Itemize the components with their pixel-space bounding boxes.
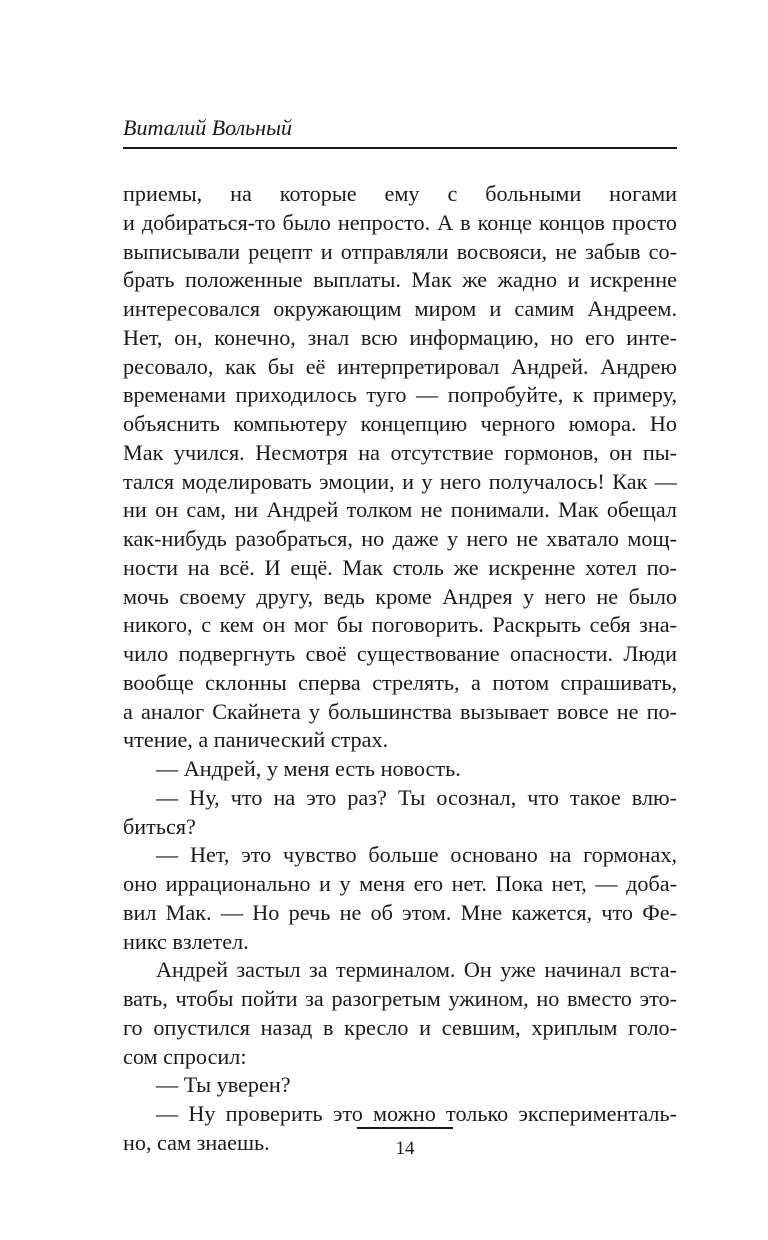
text-line: мочь своему другу, ведь кроме Андрея у него не было [123, 583, 677, 609]
dialogue-line: — Нет, это чувство больше основано на гормонах, [156, 842, 677, 868]
text-line: интересовался окружающим миром и самим Андреем. [123, 296, 677, 321]
page-body-text [123, 180, 677, 1158]
text-line: а аналог Скайнета у большинства вызывает вовсе не по- [123, 698, 677, 724]
text-line: сом спросил: [123, 1043, 247, 1069]
text-line: брать положенные выплаты. Мак же жадно и искренне [123, 267, 677, 293]
text-line: Нет, он, конечно, знал всю информацию, но его инте- [123, 324, 677, 350]
text-line: го опустился назад в кресло и севшим, хриплым голо- [123, 1014, 677, 1040]
text-line: вообще склонны сперва стрелять, а потом спрашивать, [123, 669, 677, 695]
text-line: оно иррационально и у меня его нет. Пока нет, — доба- [123, 871, 677, 896]
text-line: объяснить компьютеру концепцию черного юмора. Но [123, 411, 677, 436]
text-line: но, сам знаешь. [123, 1129, 270, 1155]
footer-rule [357, 1127, 453, 1129]
text-line: тался моделировать эмоции, и у него получалось! Как — [123, 468, 677, 494]
text-line: выписывали рецепт и отправляли восвояси, не забыв со- [123, 238, 677, 264]
text-line: биться? [123, 813, 196, 839]
text-line: чило подвергнуть своё существование опасности. Люди [123, 641, 677, 666]
page-number: 14 [395, 1138, 415, 1159]
text-line: ни он сам, ни Андрей толком не понимали. Мак обещал [123, 497, 677, 523]
text-line: приемы, на которые ему с больными ногами [123, 181, 677, 206]
dialogue-line: — Ну проверить это можно только эксперименталь- [156, 1101, 677, 1126]
text-line: никс взлетел. [123, 928, 249, 954]
text-line: никого, с кем он мог бы поговорить. Раскрыть себя зна- [123, 612, 677, 638]
text-line: вать, чтобы пойти за разогретым ужином, но вместо это- [123, 986, 677, 1011]
text-line: вил Мак. — Но речь не об этом. Мне кажется, что Фе- [123, 899, 677, 925]
text-line: чтение, а панический страх. [123, 727, 389, 753]
dialogue-line: — Андрей, у меня есть новость. [156, 756, 461, 781]
text-line: Мак учился. Несмотря на отсутствие гормонов, он пы- [123, 439, 677, 465]
text-line: и добираться-то было непросто. А в конце концов просто [123, 209, 677, 235]
header-rule [123, 147, 677, 149]
dialogue-line: — Ну, что на это раз? Ты осознал, что такое влю- [156, 784, 677, 810]
text-line: временами приходилось туго — попробуйте, к примеру, [123, 382, 677, 408]
paragraph-first-line: Андрей застыл за терминалом. Он уже начинал вста- [156, 957, 677, 983]
text-line: ресовало, как бы её интерпретировал Андрей. Андрею [123, 353, 677, 379]
dialogue-line: — Ты уверен? [156, 1072, 291, 1098]
running-head-author: Виталий Вольный [123, 115, 292, 140]
text-line: как-нибудь разобраться, но даже у него не хватало мощ- [123, 526, 677, 551]
text-line: ности на всё. И ещё. Мак столь же искренне хотел по- [123, 554, 677, 580]
